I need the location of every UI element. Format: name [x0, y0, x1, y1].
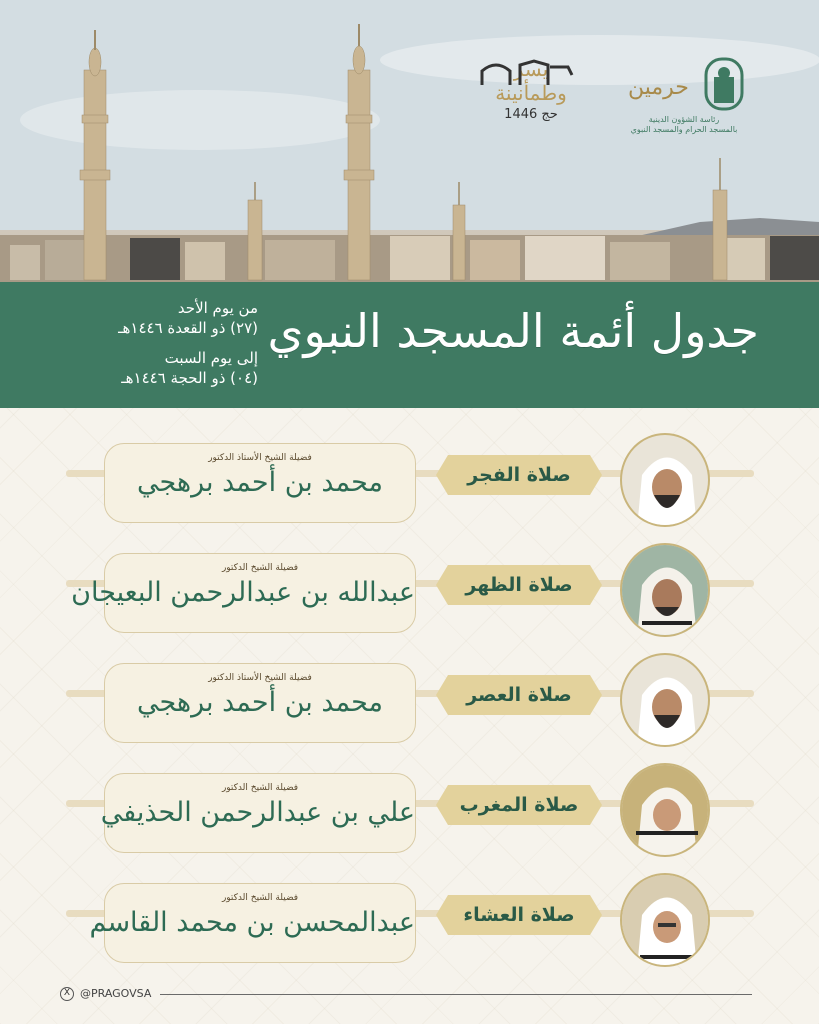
imam-photo [620, 763, 710, 857]
page-title: جدول أئمة المسجد النبوي [267, 304, 759, 358]
schedule-row-isha [0, 848, 819, 958]
x-icon[interactable]: X [60, 987, 74, 1001]
imam-name: عبدالمحسن بن محمد القاسم [89, 907, 415, 938]
prayer-name: صلاة العشاء [463, 904, 575, 926]
prayer-name: صلاة الفجر [467, 464, 571, 486]
social-handle[interactable]: @PRAGOVSA [80, 987, 152, 1000]
imam-portrait-icon [622, 875, 710, 967]
title-banner [0, 282, 819, 408]
from-label: من يوم الأحد [177, 299, 258, 317]
imam-card [89, 883, 416, 963]
schedule-row-dhuhr [0, 518, 819, 628]
imam-name: علي بن عبدالرحمن الحذيفي [100, 797, 415, 828]
campaign-subcaption: حج 1446 [504, 107, 558, 122]
campaign-logo [476, 55, 586, 145]
imam-portrait-icon [622, 435, 710, 527]
imam-card [104, 443, 416, 523]
authority-subtitle [622, 115, 746, 135]
prayer-tag [434, 783, 604, 827]
imam-honorific: فضيلة الشيخ الأستاذ الدكتور [208, 673, 312, 683]
date-range [18, 298, 258, 388]
imam-photo [620, 433, 710, 527]
schedule-row-asr [0, 628, 819, 738]
prayer-tag [434, 893, 604, 937]
imam-portrait-icon [622, 545, 710, 637]
authority-subtitle-line2: بالمسجد الحرام والمسجد النبوي [630, 125, 738, 134]
schedule-row-fajr [0, 408, 819, 518]
imam-portrait-icon [622, 765, 710, 857]
imam-photo [620, 653, 710, 747]
imam-honorific: فضيلة الشيخ الأستاذ الدكتور [208, 453, 312, 463]
authority-logo [622, 55, 746, 145]
schedule-row-maghrib [0, 738, 819, 848]
authority-name: حرمين [628, 75, 689, 100]
to-label: إلى يوم السبت [164, 349, 258, 367]
imam-photo [620, 873, 710, 967]
authority-subtitle-line1: رئاسة الشؤون الدينية [648, 115, 720, 124]
prayer-name: صلاة المغرب [459, 794, 579, 816]
imam-photo [620, 543, 710, 637]
imam-portrait-icon [622, 655, 710, 747]
imam-card [71, 553, 416, 633]
to-date: (٠٤) ذو الحجة ١٤٤٦هـ [121, 369, 258, 387]
imam-honorific: فضيلة الشيخ الدكتور [221, 783, 299, 793]
prayer-name: صلاة الظهر [465, 574, 573, 596]
footer-divider [160, 994, 752, 995]
tent-logo-icon [476, 55, 576, 89]
header-photo [0, 0, 819, 285]
prayer-name: صلاة العصر [466, 684, 572, 706]
prayer-tag [434, 673, 604, 717]
schedule-section [0, 408, 819, 1024]
campaign-caption: يسر وطمأنينة [495, 57, 567, 105]
imam-card [100, 773, 416, 853]
imam-honorific: فضيلة الشيخ الدكتور [221, 563, 299, 573]
prayer-tag [434, 453, 604, 497]
imam-name: محمد بن أحمد برهجي [136, 687, 384, 718]
footer [60, 985, 760, 1005]
imam-card [104, 663, 416, 743]
prayer-tag [434, 563, 604, 607]
imam-name: محمد بن أحمد برهجي [136, 467, 384, 498]
imam-name: عبدالله بن عبدالرحمن البعيجان [71, 577, 415, 608]
from-date: (٢٧) ذو القعدة ١٤٤٦هـ [118, 319, 258, 337]
imam-honorific: فضيلة الشيخ الدكتور [221, 893, 299, 903]
